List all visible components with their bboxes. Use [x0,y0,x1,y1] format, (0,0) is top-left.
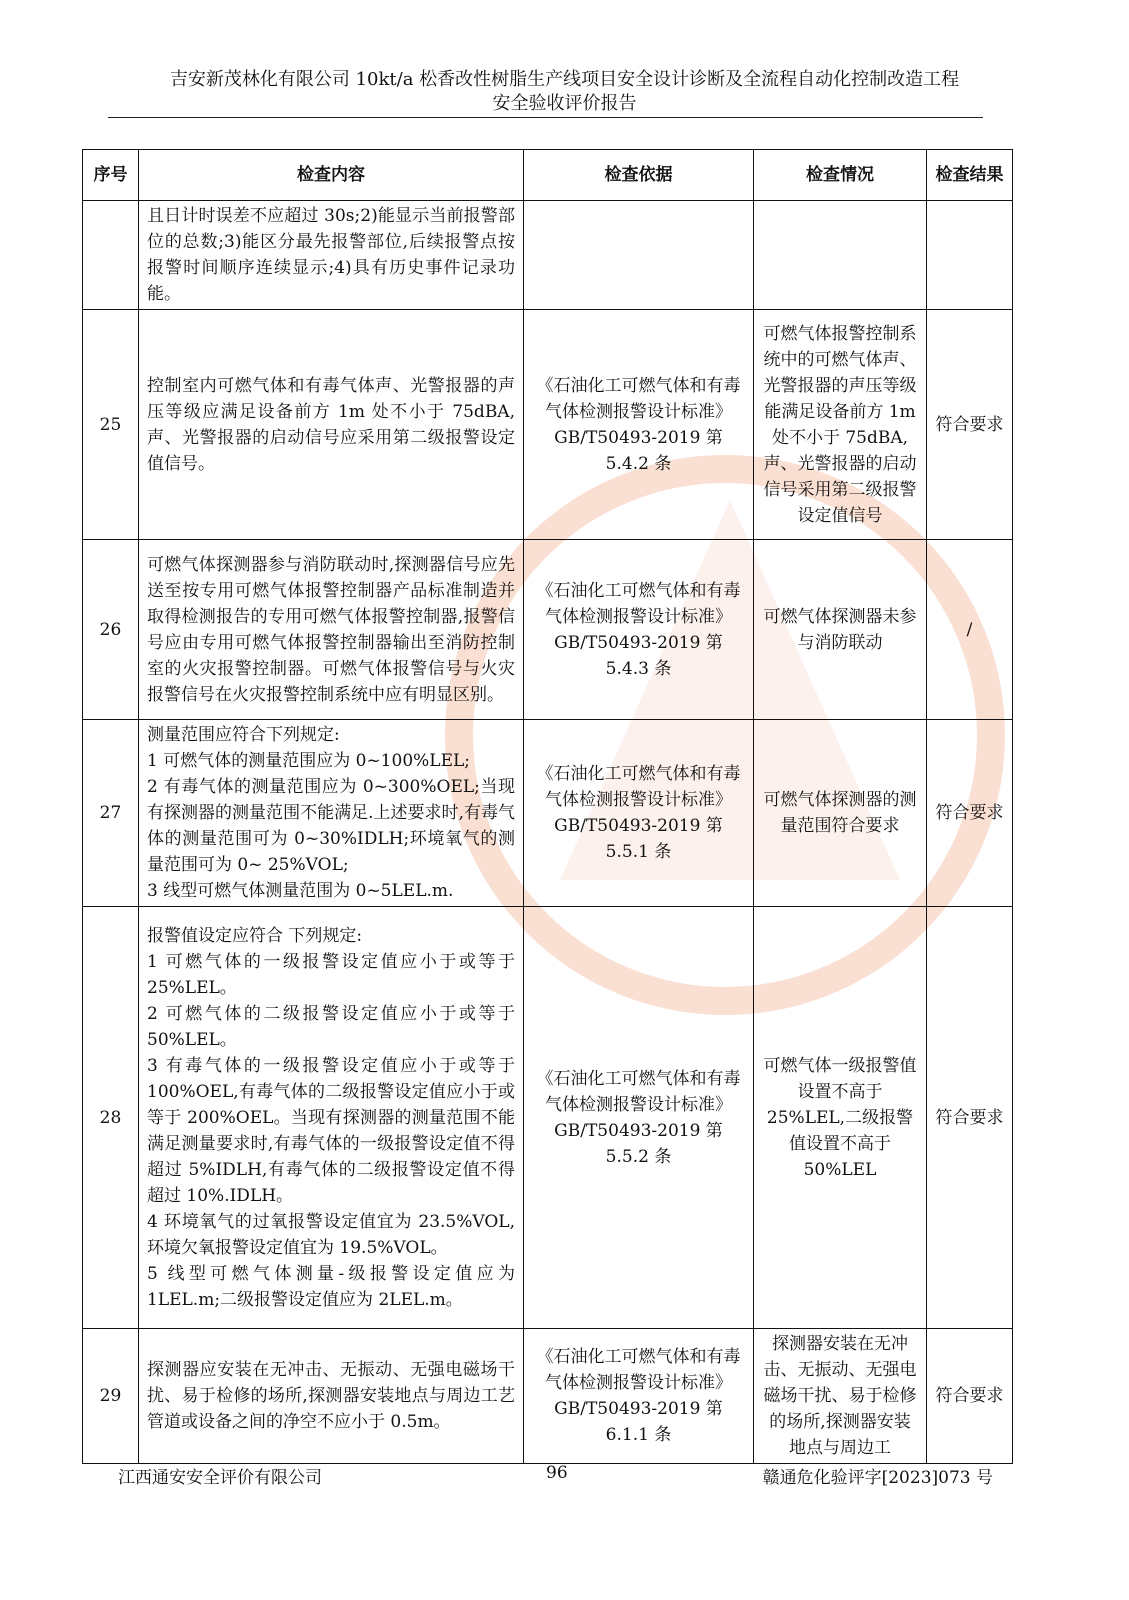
header-title-line2: 安全验收评价报告 [492,93,637,114]
row-basis: 《石油化工可燃气体和有毒气体检测报警设计标准》GB/T50493-2019 第 5.4.3 条 [524,540,754,720]
row-number: 29 [83,1329,139,1464]
table-row [83,720,1013,907]
footer-report-ref: 赣通危化验评字[2023]073 号 [762,1468,993,1488]
table-row [83,310,1013,540]
column-header-basis: 检查依据 [524,150,754,201]
row-content: 探测器应安装在无冲击、无振动、无强电磁场干扰、易于检修的场所,探测器安装地点与周边工艺管道或设备之间的净空不应小于 0.5m。 [139,1329,524,1464]
header-title-line1: 吉安新茂林化有限公司 10kt/a 松香改性树脂生产线项目安全设计诊断及全流程自动化控制改造工程 [169,69,960,90]
row-situation: 可燃气体报警控制系统中的可燃气体声、光警报器的声压等级能满足设备前方 1m 处不小于 75dBA,声、光警报器的启动信号采用第二级报警设定值信号 [754,310,927,540]
row-number: 25 [83,310,139,540]
row-number: 28 [83,907,139,1329]
column-header-result: 检查结果 [927,150,1013,201]
row-basis: 《石油化工可燃气体和有毒气体检测报警设计标准》GB/T50493-2019 第 6.1.1 条 [524,1329,754,1464]
table-row [83,201,1013,310]
inspection-table [82,149,1013,1464]
row-situation: 可燃气体探测器未参与消防联动 [754,540,927,720]
row-situation: 可燃气体一级报警值设置不高于 25%LEL,二级报警值设置不高于 50%LEL [754,907,927,1329]
row-result [927,201,1013,310]
column-header-no: 序号 [83,150,139,201]
column-header-situation: 检查情况 [754,150,927,201]
row-number: 27 [83,720,139,907]
row-basis: 《石油化工可燃气体和有毒气体检测报警设计标准》GB/T50493-2019 第 5.5.1 条 [524,720,754,907]
row-situation [754,201,927,310]
table-row [83,540,1013,720]
row-result: 符合要求 [927,907,1013,1329]
row-content: 测量范围应符合下列规定: 1 可燃气体的测量范围应为 0~100%LEL; 2 有毒气体的测量范围应为 0~300%OEL;当现有探测器的测量范围不能满足.上述要求时,有毒气体的测量范围可为 0~30%IDLH;环境氧气的测量范围可为 0~ 25%VOL; 3 线型可燃气体测量范围为 0~5LEL.m. [139,720,524,907]
column-header-content: 检查内容 [139,150,524,201]
row-result: 符合要求 [927,310,1013,540]
row-basis: 《石油化工可燃气体和有毒气体检测报警设计标准》GB/T50493-2019 第 5.4.2 条 [524,310,754,540]
row-content: 可燃气体探测器参与消防联动时,探测器信号应先送至按专用可燃气体报警控制器产品标准制造并取得检测报告的专用可燃气体报警控制器,报警信号应由专用可燃气体报警控制器输出至消防控制室的火灾报警控制器。可燃气体报警信号与火灾报警信号在火灾报警控制系统中应有明显区别。 [139,540,524,720]
footer-company: 江西通安安全评价有限公司 [118,1468,322,1488]
table-header-row [83,150,1013,201]
row-basis [524,201,754,310]
table-row [83,1329,1013,1464]
row-content: 报警值设定应符合 下列规定: 1 可燃气体的一级报警设定值应小于或等于 25%LEL。 2 可燃气体的二级报警设定值应小于或等于 50%LEL。 3 有毒气体的一级报警设定值应小于或等于 100%OEL,有毒气体的二级报警设定值应小于或等于 200%OEL。当现有探测器的测量范围不能满足测量要求时,有毒气体的一级报警设定值不得超过 5%IDLH,有毒气体的二级报警设定值不得超过 10%.IDLH。 4 环境氧气的过氧报警设定值宜为 23.5%VOL,环境欠氧报警设定值宜为 19.5%VOL。 5 线型可燃气体测量-级报警设定值应为 1LEL.m;二级报警设定值应为 2LEL.m。 [139,907,524,1329]
page-header [100,68,1029,116]
row-situation: 探测器安装在无冲击、无振动、无强电磁场干扰、易于检修的场所,探测器安装地点与周边工 [754,1329,927,1464]
header-divider [108,117,983,118]
table-row [83,907,1013,1329]
row-result: 符合要求 [927,1329,1013,1464]
row-result: / [927,540,1013,720]
row-basis: 《石油化工可燃气体和有毒气体检测报警设计标准》GB/T50493-2019 第 5.5.2 条 [524,907,754,1329]
row-situation: 可燃气体探测器的测量范围符合要求 [754,720,927,907]
row-content: 控制室内可燃气体和有毒气体声、光警报器的声压等级应满足设备前方 1m 处不小于 75dBA,声、光警报器的启动信号应采用第二级报警设定值信号。 [139,310,524,540]
row-number [83,201,139,310]
row-number: 26 [83,540,139,720]
footer-page-number: 96 [546,1463,568,1483]
row-content: 且日计时误差不应超过 30s;2)能显示当前报警部位的总数;3)能区分最先报警部位,后续报警点按报警时间顺序连续显示;4)具有历史事件记录功能。 [139,201,524,310]
row-result: 符合要求 [927,720,1013,907]
